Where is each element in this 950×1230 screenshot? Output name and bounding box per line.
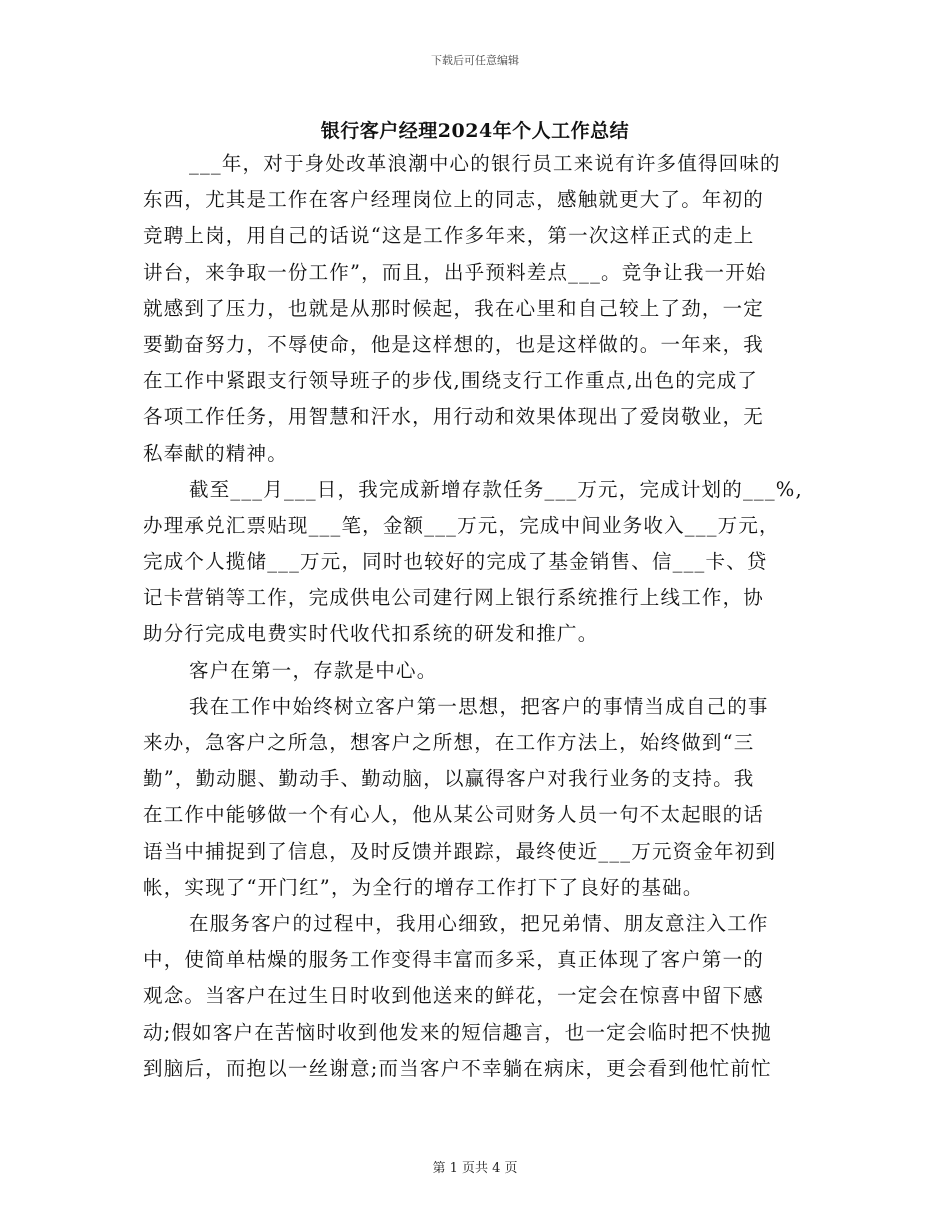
document-body [143,146,810,1087]
paragraph-line: 私奉献的精神。 [143,441,288,465]
paragraph-line: 观念。当客户在过生日时收到他送来的鲜花，一定会在惊喜中留下感 [143,984,765,1008]
paragraph-line: 截至___月___日，我完成新增存款任务___万元，完成计划的___%, [189,477,803,501]
paragraph-line: 记卡营销等工作，完成供电公司建行网上银行系统推行上线工作，协 [143,586,765,610]
paragraph-line: 动;假如客户在苦恼时收到他发来的短信趣言，也一定会临时把不快抛 [143,1020,772,1044]
paragraph-line: 助分行完成电费实时代收代扣系统的研发和推广。 [143,622,599,646]
paragraph-line: ___年，对于身处改革浪潮中心的银行员工来说有许多值得回味的 [189,152,781,175]
paragraph-line: 我在工作中始终树立客户第一思想，把客户的事情当成自己的事 [189,694,769,718]
paragraph-line: 语当中捕捉到了信息，及时反馈并跟踪，最终使近___万元资金年初到 [143,839,777,863]
download-note: 下载后可任意编辑 [431,54,519,67]
paragraph-line: 东西，尤其是工作在客户经理岗位上的同志，感触就更大了。年初的 [143,188,765,212]
paragraph-line: 在工作中能够做一个有心人，他从某公司财务人员一句不太起眼的话 [143,803,765,827]
paragraph-line: 办理承兑汇票贴现___笔，金额___万元，完成中间业务收入___万元， [143,513,780,537]
paragraph-line: 完成个人揽储___万元，同时也较好的完成了基金销售、信___卡、贷 [143,550,768,574]
paragraph-line: 帐，实现了“开门红”，为全行的增存工作打下了良好的基础。 [143,875,704,899]
paragraph-line: 在服务客户的过程中，我用心细致，把兄弟情、朋友意注入工作 [189,911,769,935]
paragraph-line: 来办，急客户之所急，想客户之所想，在工作方法上，始终做到“三 [143,731,755,754]
document-title: 银行客户经理2024年个人工作总结 [320,120,630,142]
paragraph-line: 就感到了压力，也就是从那时候起，我在心里和自己较上了劲，一定 [143,296,765,320]
paragraph-line: 到脑后，而抱以一丝谢意;而当客户不幸躺在病床，更会看到他忙前忙 [143,1056,772,1080]
paragraph-line: 在工作中紧跟支行领导班子的步伐,围绕支行工作重点,出色的完成了 [143,369,759,393]
section-heading-line: 客户在第一，存款是中心。 [189,658,438,682]
paragraph-line: 竞聘上岗，用自己的话说“这是工作多年来，第一次这样正式的走上 [143,224,755,248]
page-number-footer: 第 1 页共 4 页 [432,1161,518,1176]
paragraph-line: 要勤奋努力，不辱使命，他是这样想的，也是这样做的。一年来，我 [143,332,765,356]
paragraph-line: 各项工作任务，用智慧和汗水，用行动和效果体现出了爱岗敬业，无 [143,405,765,429]
paragraph-line: 勤”，勤动腿、勤动手、勤动脑，以赢得客户对我行业务的支持。我 [143,767,755,791]
paragraph-line: 讲台，来争取一份工作”，而且，出乎预料差点___。竞争让我一开始 [143,260,767,284]
paragraph-line: 中，使简单枯燥的服务工作变得丰富而多采，真正体现了客户第一的 [143,948,765,972]
